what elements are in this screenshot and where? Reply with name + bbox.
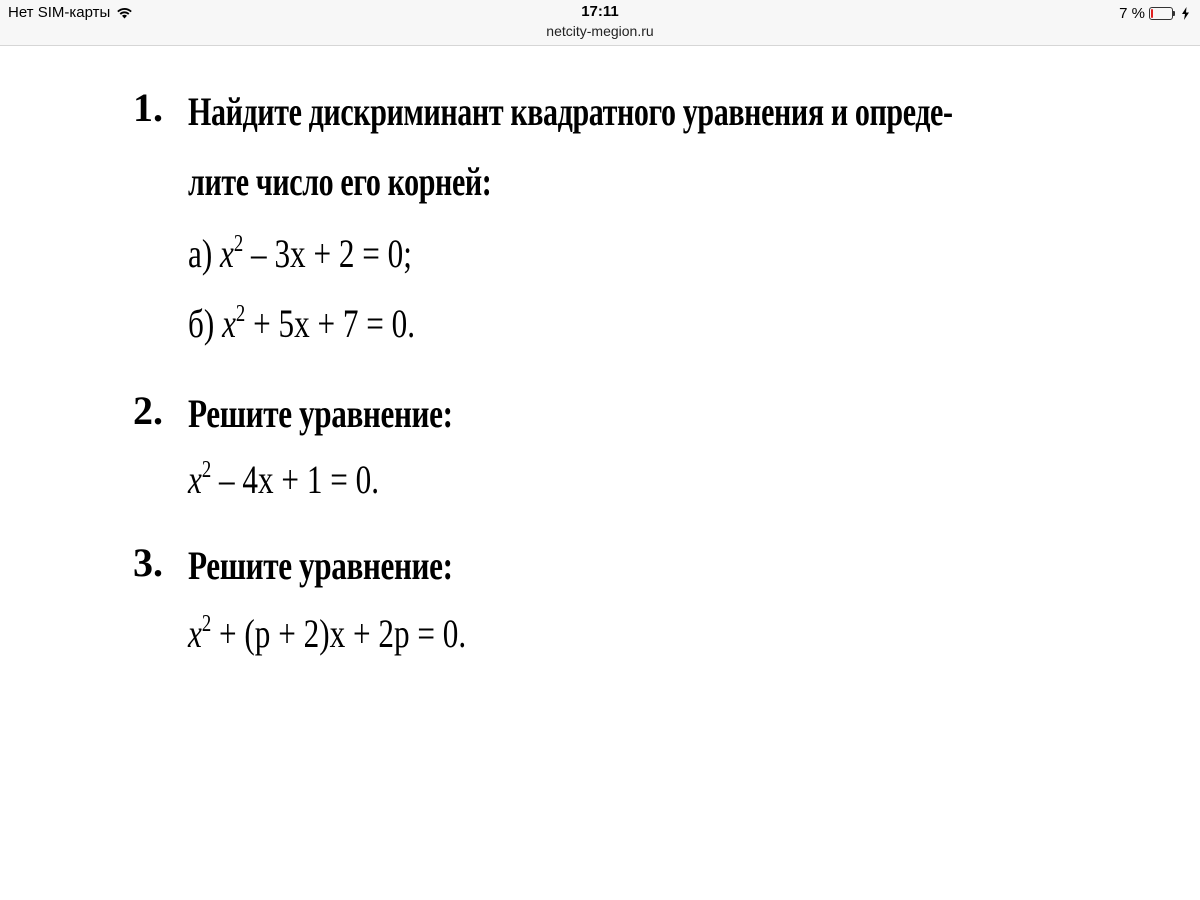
battery-percent: 7 % — [1119, 5, 1145, 22]
equation-b-exp: 2 — [235, 301, 246, 327]
task-3-equation — [188, 611, 467, 656]
clock: 17:11 — [581, 3, 619, 20]
task-3-rest: + (p + 2)x + 2p = 0. — [211, 611, 467, 656]
task-1-equation-b — [188, 301, 416, 346]
equation-a-rest: – 3x + 2 = 0; — [243, 231, 412, 276]
task-1-text-line2: лите число его корней: — [188, 159, 492, 204]
document-page — [0, 46, 1200, 900]
status-bar — [0, 0, 1200, 46]
task-3-var: x — [188, 611, 202, 656]
task-3-number: 3. — [133, 540, 163, 585]
task-2-equation — [188, 457, 380, 502]
equation-a-label: а) — [188, 231, 213, 276]
task-2-rest: – 4x + 1 = 0. — [211, 457, 380, 502]
battery-icon — [1149, 7, 1177, 20]
task-2-number: 2. — [133, 388, 163, 433]
task-2-text: Решите уравнение: — [188, 391, 453, 436]
task-3-exp: 2 — [201, 611, 212, 637]
equation-a-exp: 2 — [233, 231, 244, 257]
task-1-text-line1: Найдите дискриминант квадратного уравнения и опреде- — [188, 89, 953, 134]
task-2-var: x — [188, 457, 202, 502]
task-1-number: 1. — [133, 85, 163, 130]
task-2-exp: 2 — [201, 457, 212, 483]
equation-b-label: б) — [188, 301, 215, 346]
task-1-equation-a — [188, 231, 412, 276]
task-3-text: Решите уравнение: — [188, 543, 453, 588]
equation-b-rest: + 5x + 7 = 0. — [245, 301, 416, 346]
page-url[interactable]: netcity-megion.ru — [546, 23, 654, 39]
equation-a-var: x — [220, 231, 234, 276]
equation-b-var: x — [222, 301, 236, 346]
battery-status — [1119, 5, 1190, 22]
charging-bolt-icon — [1181, 7, 1190, 20]
carrier-label: Нет SIM-карты — [8, 4, 111, 21]
